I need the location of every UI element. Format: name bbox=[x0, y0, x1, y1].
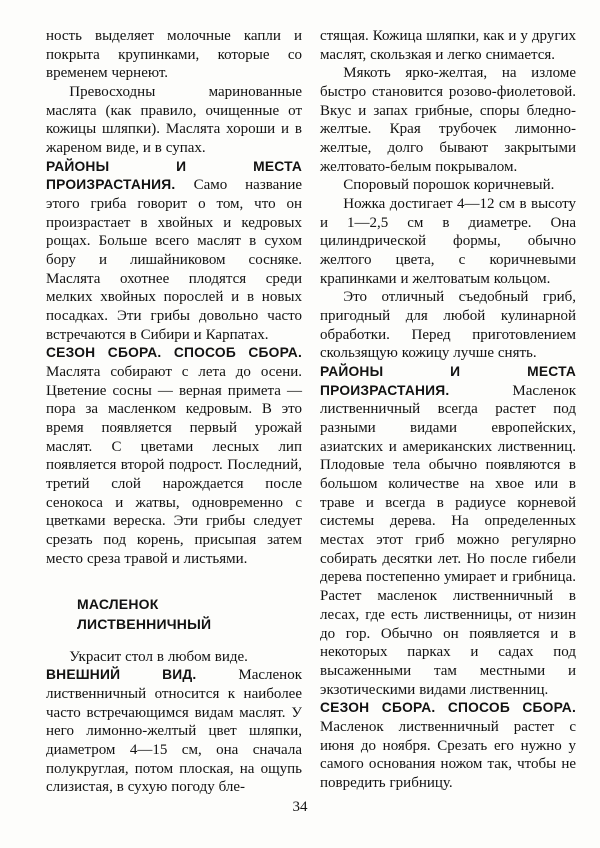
paragraph: СЕЗОН СБОРА. СПОСОБ СБОРА. Масленок лиственничный растет с июня до ноября. Срезать его нужно у самого основания ножом так, чтобы не повредить грибницу. bbox=[320, 700, 576, 791]
species-heading bbox=[77, 595, 302, 634]
paragraph-lead-heading: ВНЕШНИЙ ВИД. bbox=[46, 667, 239, 683]
species-heading-line: ЛИСТВЕННИЧНЫЙ bbox=[77, 616, 212, 633]
paragraph: стящая. Кожица шляпки, как и у других маслят, скользкая и легко снимается. bbox=[320, 28, 576, 63]
paragraph: Украсит стол в любом виде. bbox=[69, 648, 248, 665]
paragraph: Превосходны маринованные маслята (как правило, очищенные от кожицы шляпки). Маслята хороши и в жареном виде, и в супах. bbox=[46, 84, 302, 157]
left-column bbox=[46, 27, 302, 797]
paragraph: Мякоть ярко-желтая, на изломе быстро становится розово-фиолетовой. Вкус и запах грибные, споры бледно-желтые. Края трубочек лимонно-желтые, долго бывают закрытыми желтовато-белым покрывалом. bbox=[320, 65, 576, 175]
paragraph: Это отличный съедобный гриб, пригодный для любой кулинарной обработки. Перед приготовлением скользящую кожицу лучше снять. bbox=[320, 289, 576, 362]
paragraph-lead-heading: РАЙОНЫ И МЕСТА ПРОИЗРАСТАНИЯ. bbox=[320, 364, 576, 398]
paragraph-lead-heading: РАЙОНЫ И МЕСТА ПРОИЗРАСТАНИЯ. bbox=[46, 158, 302, 193]
paragraph-lead-heading: СЕЗОН СБОРА. СПОСОБ СБОРА. bbox=[46, 345, 302, 361]
paragraph: РАЙОНЫ И МЕСТА ПРОИЗРАСТАНИЯ. Масленок лиственничный всегда растет под разными видами европейских, азиатских и американских лиственниц. Плодовые тела обычно появляются в большом количестве на хвое или в траве и всегда в радиусе корневой системы дерева. На определенных местах этот гриб можно регулярно собирать десятки лет. Но после гибели дерева постепенно умирает и грибница. Растет масленок лиственничный в лесах, где есть лиственницы, от низин до гор. Обычно он появляется и в некоторых парках и садах под высаженными там местными и экзотическими видами лиственниц. bbox=[320, 364, 576, 698]
species-heading-line: МАСЛЕНОК bbox=[77, 596, 159, 613]
paragraph: ность выделяет молочные капли и покрыта крупинками, которые со временем чернеют. bbox=[46, 28, 302, 82]
page-number: 34 bbox=[292, 799, 308, 815]
paragraph-lead-heading: СЕЗОН СБОРА. СПОСОБ СБОРА. bbox=[320, 700, 576, 716]
paragraph: Ножка достигает 4—12 см в высоту и 1—2,5 см в диаметре. Она цилиндрической формы, обычно желтого цвета, с коричневыми крапинками и желтоватым кольцом. bbox=[320, 196, 576, 287]
paragraph: ВНЕШНИЙ ВИД. Масленок лиственничный относится к наиболее часто встречающимся видам маслят. У него лимонно-желтый цвет шляпки, диаметром 4—15 см, она сначала полукруглая, потом плоская, на ощупь слизистая, в сухую погоду бле- bbox=[46, 667, 302, 796]
text-columns bbox=[46, 27, 575, 797]
right-column bbox=[320, 27, 576, 797]
paragraph: РАЙОНЫ И МЕСТА ПРОИЗРАСТАНИЯ. Само название этого гриба говорит о том, что он произрастает в хвойных и кедровых рощах. Больше всего маслят в сухом бору и лишайниковом сосняке. Маслята охотнее плодятся среди мелких хвойных порослей и в новых посадках. Эти грибы довольно часто встречаются в Сибири и Карпатах. bbox=[46, 158, 303, 343]
paragraph: Споровый порошок коричневый. bbox=[343, 177, 555, 194]
paragraph: СЕЗОН СБОРА. СПОСОБ СБОРА. Маслята собирают с лета до осени. Цветение сосны — верная примета — пора за масленком кедровым. В это время появляется первый урожай маслят. С цветами лесных лип появляется второй подрост. Последний, третий слой нарождается после сенокоса и жатвы, одновременно с цветками вереска. Эти грибы следует срезать под корень, присыпая затем место среза травой и листьями. bbox=[46, 345, 302, 567]
